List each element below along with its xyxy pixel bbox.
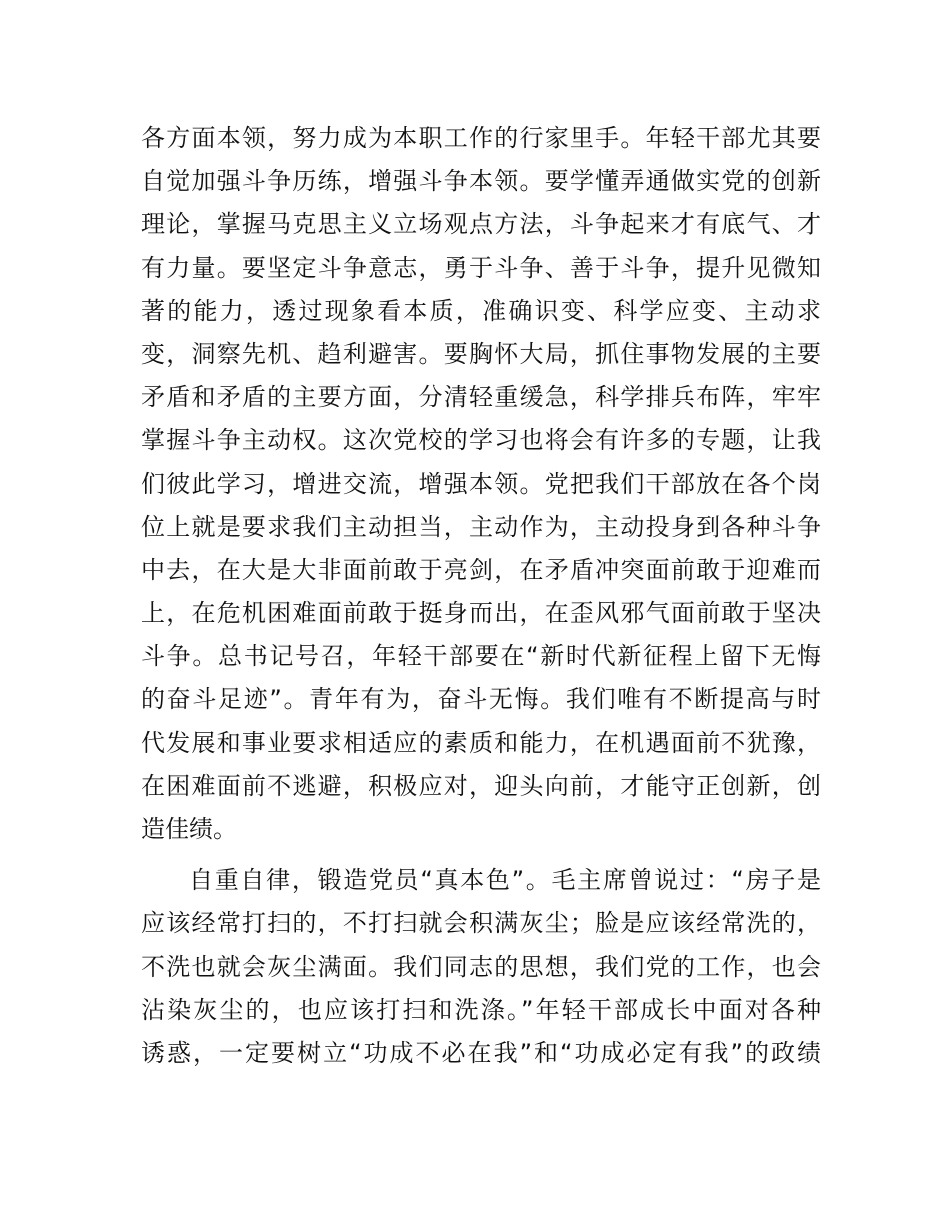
text-line: 应该经常打扫的，不打扫就会积满灰尘；脸是应该经常洗的， bbox=[141, 909, 821, 938]
text-line: 自觉加强斗争历练，增强斗争本领。要学懂弄通做实党的创新 bbox=[141, 167, 821, 196]
body-text bbox=[141, 117, 821, 1075]
text-line: 诱惑，一定要树立“功成不必在我”和“功成必定有我”的政绩 bbox=[141, 1038, 821, 1067]
text-line: 著的能力，透过现象看本质，准确识变、科学应变、主动求 bbox=[141, 296, 821, 325]
text-line: 不洗也就会灰尘满面。我们同志的思想，我们党的工作，也会 bbox=[141, 952, 821, 981]
paragraph-gap bbox=[141, 851, 821, 859]
text-line: 理论，掌握马克思主义立场观点方法，斗争起来才有底气、才 bbox=[141, 210, 821, 239]
text-line: 沾染灰尘的，也应该打扫和洗涤。”年轻干部成长中面对各种 bbox=[141, 995, 821, 1024]
text-line: 在困难面前不逃避，积极应对，迎头向前，才能守正创新，创 bbox=[141, 771, 821, 800]
text-line: 的奋斗足迹”。青年有为，奋斗无悔。我们唯有不断提高与时 bbox=[141, 685, 821, 714]
text-line: 自重自律，锻造党员“真本色”。毛主席曾说过：“房子是 bbox=[189, 866, 821, 895]
text-line: 斗争。总书记号召，年轻干部要在“新时代新征程上留下无悔 bbox=[141, 642, 821, 671]
paragraph-1 bbox=[141, 117, 821, 851]
text-line: 代发展和事业要求相适应的素质和能力，在机遇面前不犹豫， bbox=[141, 728, 821, 757]
text-line: 变，洞察先机、趋利避害。要胸怀大局，抓住事物发展的主要 bbox=[141, 339, 821, 368]
text-line: 中去，在大是大非面前敢于亮剑，在矛盾冲突面前敢于迎难而 bbox=[141, 555, 821, 584]
text-line: 们彼此学习，增进交流，增强本领。党把我们干部放在各个岗 bbox=[141, 469, 821, 498]
text-line: 上，在危机困难面前敢于挺身而出，在歪风邪气面前敢于坚决 bbox=[141, 599, 821, 628]
text-line: 有力量。要坚定斗争意志，勇于斗争、善于斗争，提升见微知 bbox=[141, 253, 821, 282]
text-line: 造佳绩。 bbox=[141, 815, 237, 843]
text-line: 位上就是要求我们主动担当，主动作为，主动投身到各种斗争 bbox=[141, 512, 821, 541]
paragraph-2 bbox=[141, 859, 821, 1075]
text-line: 掌握斗争主动权。这次党校的学习也将会有许多的专题，让我 bbox=[141, 426, 821, 455]
text-line: 矛盾和矛盾的主要方面，分清轻重缓急，科学排兵布阵，牢牢 bbox=[141, 383, 821, 412]
text-line: 各方面本领，努力成为本职工作的行家里手。年轻干部尤其要 bbox=[141, 124, 821, 152]
